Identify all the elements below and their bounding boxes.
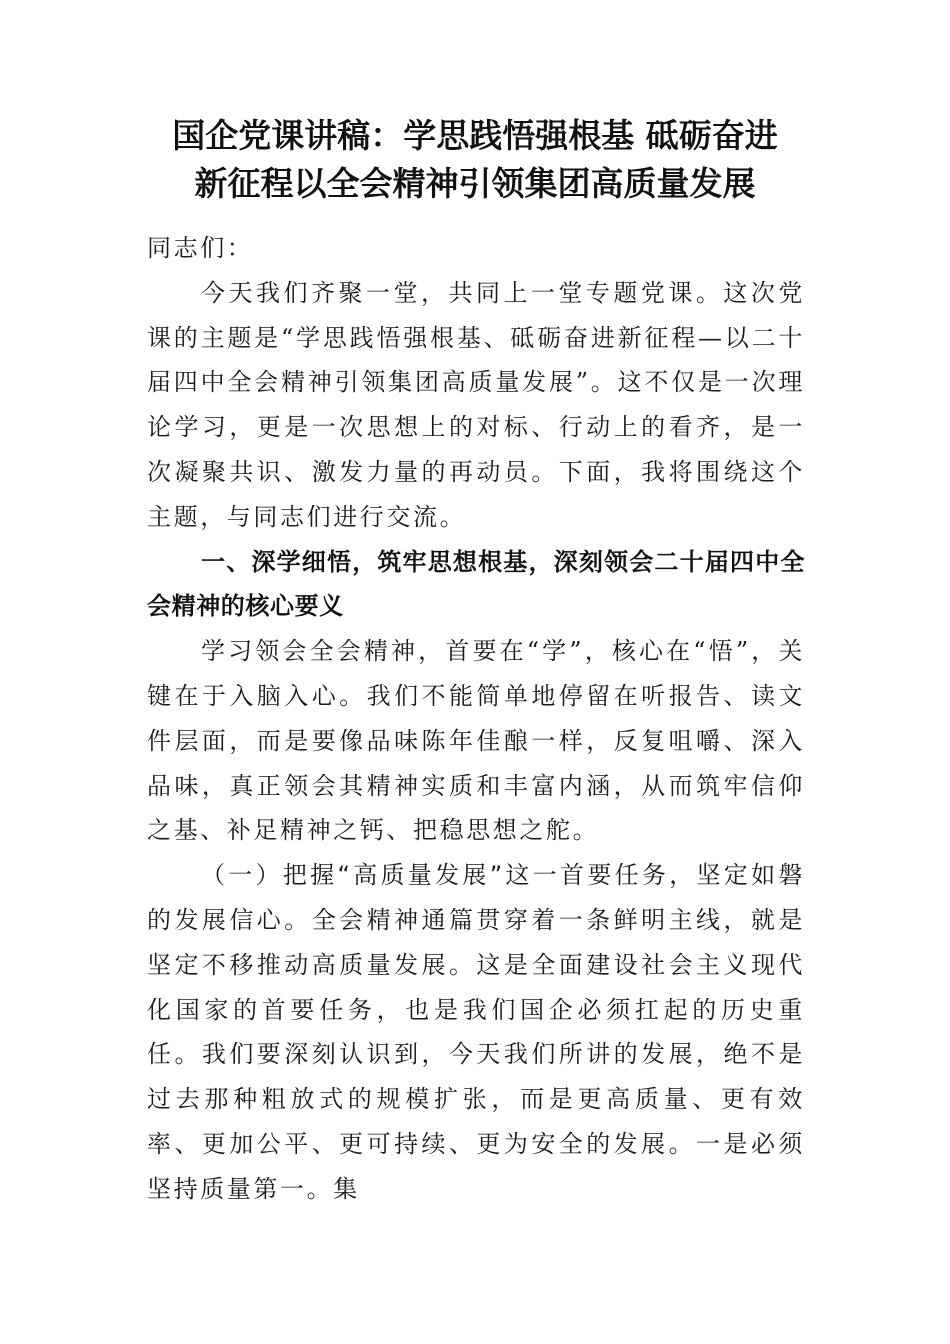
title-line-2: 新征程以全会精神引领集团高质量发展: [194, 164, 756, 203]
title-line-1: 国企党课讲稿：学思践悟强根基 砥砺奋进: [172, 116, 778, 155]
subsection-1-text: 全会精神通篇贯穿着一条鲜明主线，就是坚定不移推动高质量发展。这是全面建设社会主义现代化国家的首要任务，也是我们国企必须扛起的历史重任。我们要深刻认识到，今天我们所讲的发展，绝不是过去那种粗放式的规模扩张，而是更高质量、更有效率、更加公平、更可持续、更为安全的发展。一是必须坚持质量第一。集: [147, 905, 805, 1203]
subsection-heading-1: （一）把握“高质量发展”这一首要任务，坚定如磐的发展信心。: [147, 861, 805, 934]
paragraph-intro: 今天我们齐聚一堂，共同上一堂专题党课。这次党课的主题是“学思践悟强根基、砥砺奋进新征程—以二十届四中全会精神引领集团高质量发展”。这不仅是一次理论学习，更是一次思想上的对标、行动上的看齐，是一次凝聚共识、激发力量的再动员。下面，我将围绕这个主题，与同志们进行交流。: [147, 278, 805, 531]
document-title: [100, 112, 850, 208]
paragraph-subsection-1: [147, 853, 805, 1211]
section-heading-1: 一、深学细悟，筑牢思想根基，深刻领会二十届四中全会精神的核心要义: [147, 547, 805, 621]
paragraph-section-1: 学习领会全会精神，首要在“学”，核心在“悟”，关键在于入脑入心。我们不能简单地停留在听报告、读文件层面，而是要像品味陈年佳酿一样，反复咀嚼、深入品味，真正领会其精神实质和丰富内涵，从而筑牢信仰之基、补足精神之钙、把稳思想之舵。: [147, 637, 805, 845]
document-body: [147, 226, 805, 1212]
salutation: 同志们：: [147, 234, 254, 262]
